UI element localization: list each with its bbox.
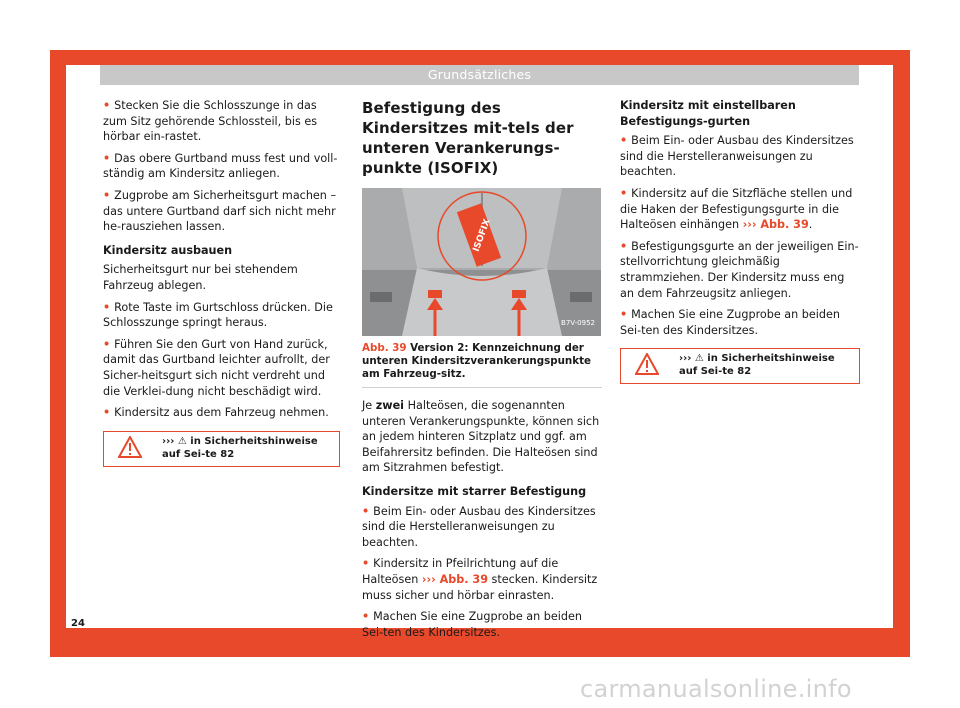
list-item: • Kindersitz auf die Sitzfläche stellen und die Haken der Befestigungsgurte in die Halteösen einhängen ››› Abb. 39.: [620, 186, 853, 232]
list-item: • Beim Ein- oder Ausbau des Kindersitzes sind die Herstelleranweisungen zu beachten.: [362, 504, 596, 549]
list-item: • Zugprobe am Sicherheitsgurt machen – das untere Gurtband darf sich nicht mehr he-rausziehen lassen.: [103, 188, 337, 234]
warning-icon: [118, 436, 142, 463]
section-heading: Befestigung des Kindersitzes mit-tels der unteren Verankerungs-punkte (ISOFIX): [362, 99, 574, 177]
figure-link[interactable]: ››› Abb. 39: [742, 218, 809, 232]
subheading: Kindersitz mit einstellbaren Befestigungs-gurten: [620, 99, 796, 128]
page-number: 24: [71, 618, 85, 629]
bullet-icon: •: [362, 610, 370, 624]
paragraph: Sicherheitsgurt nur bei stehendem Fahrzeug ablegen.: [103, 263, 298, 292]
list-item: • Machen Sie eine Zugprobe an beiden Sei-ten des Kindersitzes.: [362, 610, 582, 639]
warning-link[interactable]: ››› ⚠ in Sicherheitshinweise auf Sei-te 82: [679, 353, 835, 378]
column-1: [103, 98, 340, 467]
warning-icon: [635, 353, 659, 380]
seat-illustration: [362, 188, 601, 336]
figure-caption: [362, 342, 602, 388]
subheading: Kindersitze mit starrer Befestigung: [362, 484, 587, 498]
isofix-label: ISOFIX: [471, 217, 493, 254]
bullet-icon: •: [103, 406, 111, 420]
bullet-icon: •: [620, 134, 628, 148]
list-item: • Befestigungsgurte an der jeweiligen Ein-stellvorrichtung gleichmäßig strammziehen. Der Kindersitz muss eng an dem Fahrzeugsitz anliegen.: [620, 239, 859, 300]
figure-code: B7V-0952: [561, 319, 595, 328]
isofix-figure: [362, 188, 601, 336]
bullet-icon: •: [103, 151, 111, 165]
bullet-icon: •: [103, 188, 111, 202]
bullet-icon: •: [620, 186, 628, 200]
list-item: • Beim Ein- oder Ausbau des Kindersitzes sind die Herstelleranweisungen zu beachten.: [620, 134, 854, 179]
list-item: • Stecken Sie die Schlosszunge in das zum Sitz gehörende Schlossteil, bis es hörbar ein-rastet.: [103, 99, 318, 144]
bullet-icon: •: [620, 239, 628, 253]
bullet-icon: •: [620, 308, 628, 322]
paragraph: Je zwei Halteösen, die sogenannten unteren Verankerungspunkte, können sich an jedem hinteren Sitzplatz und ggf. am Beifahrersitz befinden. Die Halteösen sind am Sitzrahmen befestigt.: [362, 399, 600, 475]
watermark: carmanualsonline.info: [580, 675, 852, 703]
subheading: Kindersitz ausbauen: [103, 243, 233, 257]
warning-box: [103, 431, 340, 467]
figure-link[interactable]: ››› Abb. 39: [421, 572, 488, 586]
list-item: • Kindersitz in Pfeilrichtung auf die Halteösen ››› Abb. 39 stecken. Kindersitz muss sicher und hörbar einrasten.: [362, 557, 598, 602]
list-item: • Rote Taste im Gurtschloss drücken. Die Schlosszunge springt heraus.: [103, 300, 333, 330]
list-item: • Machen Sie eine Zugprobe an beiden Sei-ten des Kindersitzes.: [620, 308, 840, 337]
bullet-icon: •: [103, 300, 111, 314]
list-item: • Das obere Gurtband muss fest und voll-ständig am Kindersitz anliegen.: [103, 151, 338, 181]
bullet-icon: •: [362, 504, 370, 518]
list-item: • Kindersitz aus dem Fahrzeug nehmen.: [103, 406, 329, 420]
column-2: [362, 98, 602, 646]
list-item: • Führen Sie den Gurt von Hand zurück, damit das Gurtband leichter aufrollt, der Sicher-heitsgurt sich nicht verdreht und die Verklei-dung nicht beschädigt wird.: [103, 337, 330, 398]
bullet-icon: •: [103, 337, 111, 351]
bullet-icon: •: [103, 99, 111, 112]
column-3: [620, 98, 860, 384]
caption-text: Version 2: Kennzeichnung der unteren Kindersitzverankerungspunkte am Fahrzeug-sitz.: [362, 342, 592, 380]
bullet-icon: •: [362, 557, 370, 571]
section-header: Grundsätzliches: [100, 65, 859, 85]
warning-box: [620, 348, 860, 384]
figure-ref: Abb. 39: [362, 342, 407, 354]
warning-link[interactable]: ››› ⚠ in Sicherheitshinweise auf Sei-te 82: [162, 435, 318, 460]
